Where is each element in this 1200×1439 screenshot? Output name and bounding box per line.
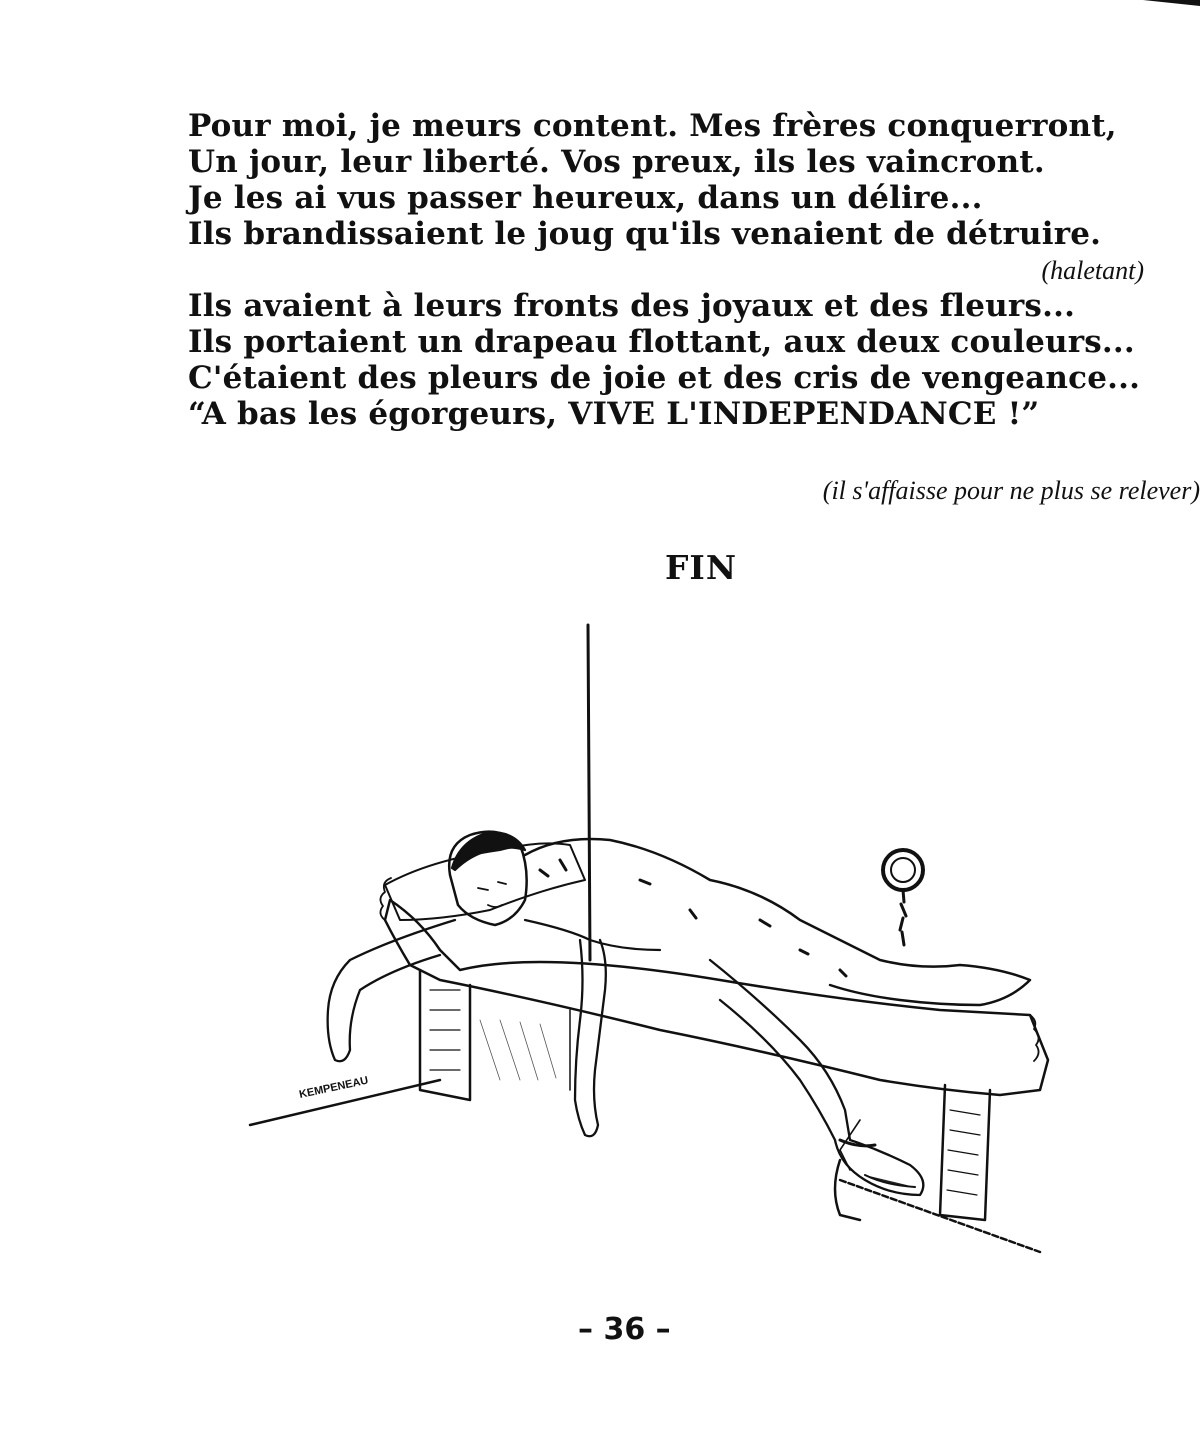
wall-shackle [883,850,923,945]
verse-line: Ils brandissaient le joug qu'ils venaient de détruire. [188,216,1102,252]
verse-line: “A bas les égorgeurs, VIVE L'INDEPENDANCE !” [188,396,1040,432]
artist-signature: KEMPENEAU [298,1074,370,1101]
verse-block [188,108,1140,432]
prisoner-figure [328,832,1030,1195]
verse-line: C'étaient des pleurs de joie et des cris de vengeance... [188,360,1141,396]
scan-edge-mark [1140,0,1200,6]
stage-direction-haletant: (haletant) [1041,256,1144,285]
prisoner-illustration [240,620,1070,1280]
verse-line: Ils portaient un drapeau flottant, aux deux couleurs... [188,324,1135,360]
verse-line: Un jour, leur liberté. Vos preux, ils les vaincront. [188,144,1045,180]
page-number: – 36 – [578,1312,671,1347]
stage-direction-final: (il s'affaisse pour ne plus se relever) [822,476,1200,505]
end-title: FIN [665,548,738,587]
verse-line: Ils avaient à leurs fronts des joyaux et des fleurs... [188,288,1076,324]
verse-line: Pour moi, je meurs content. Mes frères conquerront, [188,108,1117,144]
verse-line: Je les ai vus passer heureux, dans un délire... [188,180,983,216]
